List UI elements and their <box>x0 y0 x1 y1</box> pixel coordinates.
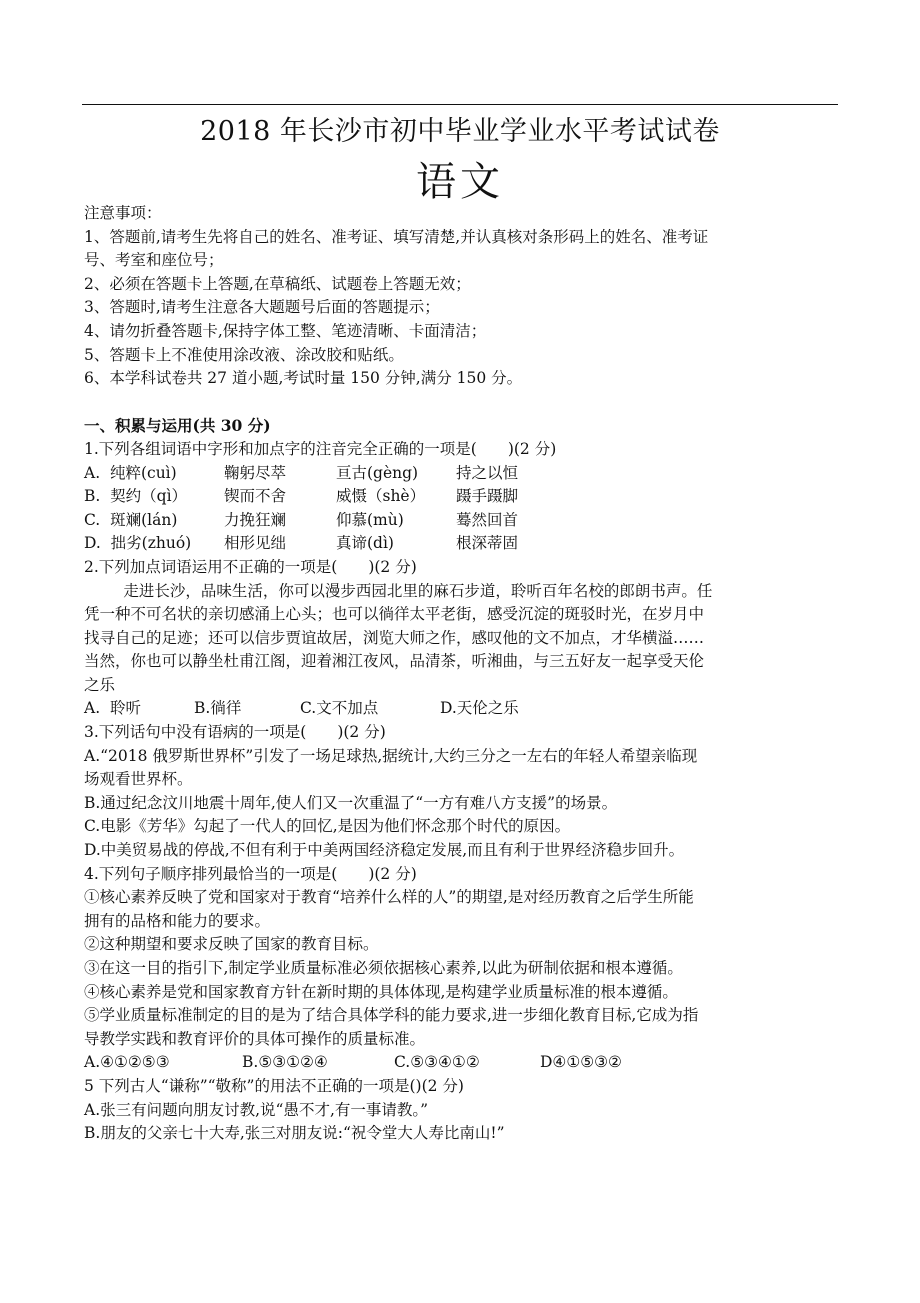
notes-heading: 注意事项： <box>84 204 162 222</box>
note-item-5: 5、答题卡上不准使用涂改液、涂改胶和贴纸。 <box>84 345 404 364</box>
question-4-sentence-5: ⑤学业质量标准制定的目的是为了结合具体学科的能力要求,进一步细化教育目标,它成为指 <box>84 1006 699 1025</box>
question-2-options <box>84 697 840 721</box>
question-4-sentence-1: ①核心素养反映了党和国家对于教育“培养什么样的人”的期望,是对经历教育之后学生所能 <box>84 888 694 907</box>
question-2-option-a: A. 聆听 <box>84 699 141 718</box>
exam-content <box>84 202 840 1146</box>
question-5-stem: 5 下列古人“谦称”“敬称”的用法不正确的一项是()(2 分) <box>84 1076 464 1095</box>
question-1-stem: 1.下列各组词语中字形和加点字的注音完全正确的一项是( )(2 分) <box>84 439 557 458</box>
question-2-option-c: C.文不加点 <box>300 699 379 718</box>
note-item-6: 6、本学科试卷共 27 道小题,考试时量 150 分钟,满分 150 分。 <box>84 369 523 388</box>
question-2-option-b: B.徜徉 <box>194 699 242 718</box>
question-4-sentence-3: ③在这一目的指引下,制定学业质量标准必须依据核心素养,以此为研制依据和根本遵循。 <box>84 959 683 977</box>
note-item-1-cont: 号、考室和座位号； <box>84 251 224 270</box>
subject-title: 语文 <box>416 159 504 205</box>
question-1-option-d: D. 拙劣(zhuó) 相形见绌 真谛(dì) 根深蒂固 <box>84 534 519 553</box>
exam-title: 2018 年长沙市初中毕业学业水平考试试卷 <box>200 116 720 147</box>
question-4-stem: 4.下列句子顺序排列最恰当的一项是( )(2 分) <box>84 864 417 883</box>
question-3-option-c: C.电影《芳华》勾起了一代人的回忆,是因为他们怀念那个时代的原因。 <box>84 817 571 836</box>
question-2-passage-line: 找寻自己的足迹；还可以信步贾谊故居，浏览大师之作，感叹他的文不加点，才华横溢…… <box>84 628 705 647</box>
question-1-option-c: C. 斑斓(lán) 力挽狂斓 仰慕(mù) 蓦然回首 <box>84 510 519 529</box>
question-2-passage-line: 凭一种不可名状的亲切感涌上心头；也可以徜徉太平老街，感受沉淀的斑驳时光，在岁月中 <box>84 605 705 624</box>
question-3-stem: 3.下列话句中没有语病的一项是( )(2 分) <box>84 723 386 742</box>
question-4-option-b: B.⑤③①②④ <box>242 1053 328 1072</box>
question-4-sentence-4: ④核心素养是党和国家教育方针在新时期的具体体现,是构建学业质量标准的根本遵循。 <box>84 982 678 1001</box>
note-item-3: 3、答题时,请考生注意各大题题号后面的答题提示； <box>84 298 440 317</box>
question-5-option-a: A.张三有问题向朋友讨教,说“愚不才,有一事请教。” <box>84 1100 429 1119</box>
note-item-1: 1、答题前,请考生先将自己的姓名、准考证、填写清楚,并认真核对条形码上的姓名、准考证 <box>84 227 709 246</box>
question-4-option-d: D④①⑤③② <box>540 1053 622 1072</box>
question-3-option-a-cont: 场观看世界杯。 <box>84 770 193 789</box>
question-4-sentence-2: ②这种期望和要求反映了国家的教育目标。 <box>84 935 379 954</box>
question-4-sentence-1-cont: 拥有的品格和能力的要求。 <box>84 911 271 930</box>
question-3-option-a: A.“2018 俄罗斯世界杯”引发了一场足球热,据统计,大约三分之一左右的年轻人希望亲临现 <box>84 746 698 765</box>
note-item-4: 4、请勿折叠答题卡,保持字体工整、笔迹清晰、卡面清洁； <box>84 321 487 340</box>
question-4-option-a: A.④①②⑤③ <box>84 1053 170 1072</box>
question-5-option-b: B.朋友的父亲七十大寿,张三对朋友说:“祝令堂大人寿比南山!” <box>84 1124 505 1143</box>
question-2-stem: 2.下列加点词语运用不正确的一项是( )(2 分) <box>84 557 417 576</box>
question-2-option-d: D.天伦之乐 <box>440 699 519 718</box>
question-4-options <box>84 1051 840 1075</box>
question-1-option-b: B. 契约（qì） 锲而不舍 威慑（shè） 蹑手蹑脚 <box>84 487 519 506</box>
question-2-passage-line: 之乐 <box>84 675 116 694</box>
header-rule <box>82 104 838 105</box>
question-4-sentence-5-cont: 导教学实践和教育评价的具体可操作的质量标准。 <box>84 1029 426 1048</box>
question-2-passage-line: 当然，你也可以静坐杜甫江阁，迎着湘江夜风，品清茶，听湘曲，与三五好友一起享受天伦 <box>84 652 705 671</box>
question-3-option-b: B.通过纪念汶川地震十周年,使人们又一次重温了“一方有难八方支援”的场景。 <box>84 793 618 812</box>
question-4-option-c: C.⑤③④①② <box>394 1053 480 1072</box>
section-title: 一、积累与运用(共 30 分) <box>84 416 271 436</box>
note-item-2: 2、必须在答题卡上答题,在草稿纸、试题卷上答题无效； <box>84 274 471 293</box>
question-1-option-a: A. 纯粹(cuì) 鞠躬尽萃 亘古(gèng) 持之以恒 <box>84 463 519 482</box>
question-2-passage-line: 走进长沙，品味生活，你可以漫步西园北里的麻石步道，聆听百年名校的郎朗书声。任 <box>123 581 713 600</box>
question-3-option-d: D.中美贸易战的停战,不但有利于中美两国经济稳定发展,而且有利于世界经济稳步回升。 <box>84 841 685 860</box>
